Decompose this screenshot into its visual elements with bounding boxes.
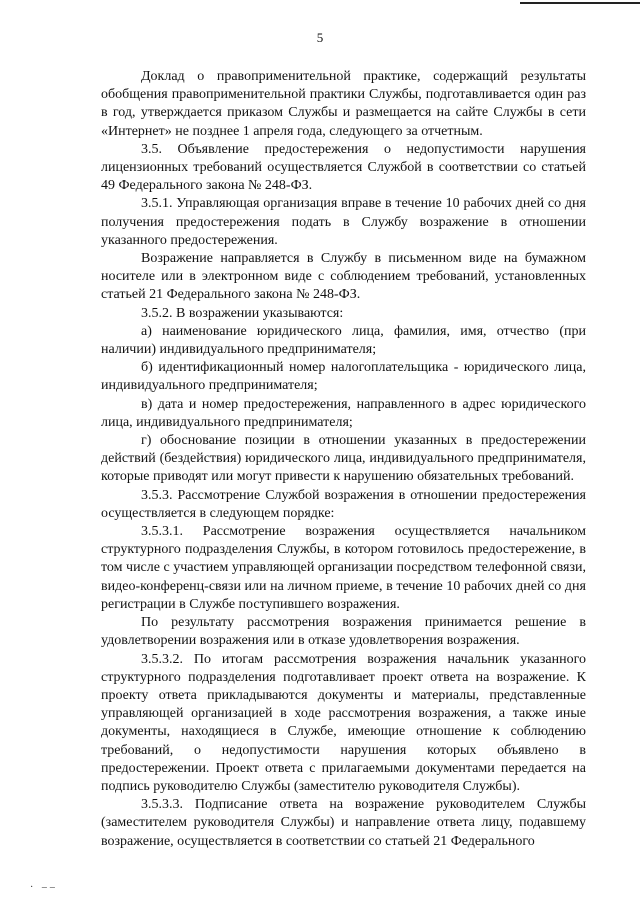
list-item-b: б) идентификационный номер налогоплательщика - юридического лица, индивидуального предпринимателя; (101, 360, 586, 394)
paragraph-3-5-3-3: 3.5.3.3. Подписание ответа на возражение руководителем Службы (заместителем руководителя Службы) и направление ответа лицу, подавшему возражение, осуществляется в соответствии со статьей 21 Федерального (101, 797, 586, 849)
paragraph-report-practice: Доклад о правоприменительной практике, содержащий результаты обобщения правоприменительной практики Службы, подготавливается один раз в год, утверждается приказом Службы и размещается на сайте Службы в сети «Интернет» не позднее 1 апреля года, следующего за отчетным. (101, 69, 586, 139)
page-number: 5 (316, 30, 324, 45)
paragraph-3-5-3: 3.5.3. Рассмотрение Службой возражения в отношении предостережения осуществляется в следующем порядке: (101, 487, 586, 521)
paragraph-3-5-2: 3.5.2. В возражении указываются: (141, 305, 344, 321)
top-edge-rule (520, 2, 640, 4)
paragraph-decision: По результату рассмотрения возражения принимается решение в удовлетворении возражения или в отказе удовлетворения возражения. (101, 615, 586, 649)
paragraph-objection-delivery: Возражение направляется в Службу в письменном виде на бумажном носителе или в электронном виде с соблюдением требований, установленных статьей 21 Федерального закона № 248-ФЗ. (101, 251, 586, 303)
paragraph-3-5-3-1: 3.5.3.1. Рассмотрение возражения осуществляется начальником структурного подразделения Службы, в котором готовилось предостережение, в том числе с участием управляющей организации посредством телефонной связи, видео-конференц-связи или на личном приеме, в течение 10 рабочих дней со дня регистрации в Службе поступившего возражения. (101, 524, 587, 612)
paragraph-3-5: 3.5. Объявление предостережения о недопустимости нарушения лицензионных требований осуществляется Службой в соответствии со статьей 49 Федерального закона № 248-ФЗ. (101, 141, 586, 194)
paragraph-3-5-1: 3.5.1. Управляющая организация вправе в течение 10 рабочих дней со дня получения предостережения подать в Службу возражение в отношении указанного предостережения. (101, 196, 586, 248)
list-item-a: а) наименование юридического лица, фамилия, имя, отчество (при наличии) индивидуального предпринимателя; (101, 323, 586, 358)
bottom-margin-mark: · –– (30, 882, 58, 893)
list-item-v: в) дата и номер предостережения, направленного в адрес юридического лица, индивидуального предпринимателя; (101, 396, 586, 430)
list-item-g: г) обоснование позиции в отношении указанных в предостережении действий (бездействия) юридического лица, индивидуального предпринимателя, которые приводят или могут привести к нарушению обязательных требований. (101, 433, 586, 485)
paragraph-3-5-3-2: 3.5.3.2. По итогам рассмотрения возражения начальник указанного структурного подразделения подготавливает проект ответа на возражение. К проекту ответа прикладываются документы и материалы, представленные управляющей организацией в ходе рассмотрения возражения, а также иные документы, находящиеся в Службе, имеющие отношение к соблюдению требований, о недопустимости нарушения которых объявлено в предостережении. Проект ответа с прилагаемыми документами передается на подпись руководителю Службы (заместителю руководителя Службы). (101, 651, 586, 794)
document-body (101, 68, 586, 851)
